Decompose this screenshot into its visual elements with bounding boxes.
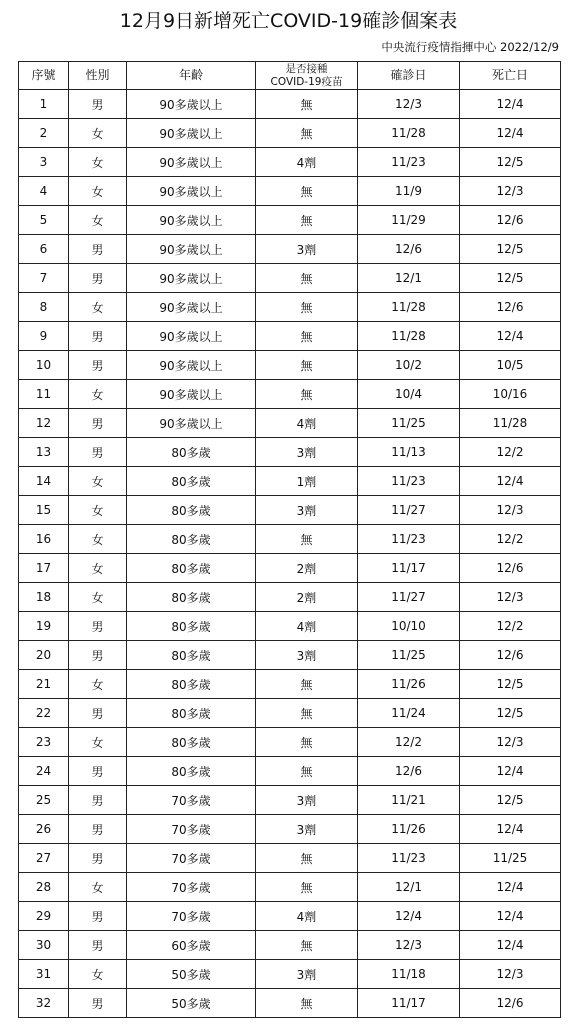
cell-death-date: 12/4 <box>460 931 561 960</box>
cell-age: 90多歲以上 <box>127 235 256 264</box>
cell-no: 16 <box>19 525 69 554</box>
cell-death-date: 12/3 <box>460 583 561 612</box>
cell-age: 90多歲以上 <box>127 380 256 409</box>
cell-vaccine: 3劑 <box>256 786 358 815</box>
cell-death-date: 12/6 <box>460 641 561 670</box>
cell-confirmed-date: 12/1 <box>358 873 460 902</box>
cell-sex: 男 <box>69 409 127 438</box>
table-row <box>19 206 561 235</box>
cell-death-date: 12/2 <box>460 438 561 467</box>
header-age: 年齡 <box>127 62 256 90</box>
table-header-row <box>19 62 561 90</box>
cell-no: 5 <box>19 206 69 235</box>
cell-age: 80多歲 <box>127 438 256 467</box>
cell-sex: 女 <box>69 525 127 554</box>
cell-confirmed-date: 11/28 <box>358 322 460 351</box>
cell-vaccine: 4劑 <box>256 148 358 177</box>
cell-confirmed-date: 11/9 <box>358 177 460 206</box>
cell-sex: 男 <box>69 931 127 960</box>
table-row <box>19 409 561 438</box>
cell-sex: 男 <box>69 264 127 293</box>
cell-age: 50多歲 <box>127 989 256 1018</box>
cell-age: 80多歲 <box>127 583 256 612</box>
cell-no: 30 <box>19 931 69 960</box>
cell-no: 19 <box>19 612 69 641</box>
cell-sex: 男 <box>69 815 127 844</box>
cell-confirmed-date: 11/23 <box>358 844 460 873</box>
table-row <box>19 380 561 409</box>
cell-no: 22 <box>19 699 69 728</box>
cell-confirmed-date: 11/26 <box>358 670 460 699</box>
cell-no: 23 <box>19 728 69 757</box>
cell-age: 90多歲以上 <box>127 148 256 177</box>
cell-sex: 男 <box>69 235 127 264</box>
source-note: 中央流行疫情指揮中心 2022/12/9 <box>381 40 559 54</box>
cell-death-date: 12/4 <box>460 90 561 119</box>
cell-death-date: 12/5 <box>460 699 561 728</box>
header-vaccine-line2: COVID-19疫苗 <box>270 75 343 88</box>
cell-no: 10 <box>19 351 69 380</box>
table-row <box>19 583 561 612</box>
cell-sex: 男 <box>69 699 127 728</box>
cell-sex: 女 <box>69 496 127 525</box>
table-row <box>19 438 561 467</box>
table-row <box>19 554 561 583</box>
cell-age: 80多歲 <box>127 525 256 554</box>
cell-vaccine: 無 <box>256 989 358 1018</box>
cell-age: 50多歲 <box>127 960 256 989</box>
cell-confirmed-date: 12/3 <box>358 931 460 960</box>
cell-death-date: 12/5 <box>460 148 561 177</box>
cell-sex: 男 <box>69 641 127 670</box>
header-sex: 性別 <box>69 62 127 90</box>
table-row <box>19 728 561 757</box>
cell-age: 70多歲 <box>127 873 256 902</box>
cell-age: 70多歲 <box>127 844 256 873</box>
cell-no: 1 <box>19 90 69 119</box>
cell-confirmed-date: 11/21 <box>358 786 460 815</box>
header-confirmed-date: 確診日 <box>358 62 460 90</box>
cell-death-date: 12/4 <box>460 815 561 844</box>
cell-age: 90多歲以上 <box>127 351 256 380</box>
cell-confirmed-date: 10/10 <box>358 612 460 641</box>
cell-sex: 男 <box>69 322 127 351</box>
cell-age: 90多歲以上 <box>127 322 256 351</box>
cell-death-date: 12/5 <box>460 264 561 293</box>
cell-vaccine: 無 <box>256 351 358 380</box>
cell-vaccine: 無 <box>256 206 358 235</box>
cell-no: 8 <box>19 293 69 322</box>
cell-confirmed-date: 10/2 <box>358 351 460 380</box>
cell-confirmed-date: 11/28 <box>358 119 460 148</box>
cell-sex: 男 <box>69 612 127 641</box>
cell-sex: 男 <box>69 757 127 786</box>
cell-vaccine: 無 <box>256 728 358 757</box>
cell-sex: 男 <box>69 438 127 467</box>
cell-sex: 男 <box>69 351 127 380</box>
cell-death-date: 12/5 <box>460 786 561 815</box>
cell-vaccine: 3劑 <box>256 496 358 525</box>
table-row <box>19 844 561 873</box>
cell-vaccine: 4劑 <box>256 902 358 931</box>
table-row <box>19 351 561 380</box>
cell-death-date: 12/5 <box>460 235 561 264</box>
table-row <box>19 90 561 119</box>
cell-age: 90多歲以上 <box>127 409 256 438</box>
table-row <box>19 786 561 815</box>
cell-vaccine: 無 <box>256 293 358 322</box>
cell-confirmed-date: 10/4 <box>358 380 460 409</box>
cell-vaccine: 3劑 <box>256 641 358 670</box>
cell-vaccine: 無 <box>256 177 358 206</box>
cell-confirmed-date: 12/6 <box>358 235 460 264</box>
cell-sex: 女 <box>69 148 127 177</box>
cell-sex: 女 <box>69 119 127 148</box>
cell-death-date: 12/6 <box>460 554 561 583</box>
header-death-date: 死亡日 <box>460 62 561 90</box>
table-row <box>19 699 561 728</box>
cell-confirmed-date: 11/17 <box>358 554 460 583</box>
cell-sex: 女 <box>69 670 127 699</box>
table-row <box>19 641 561 670</box>
cell-death-date: 12/2 <box>460 612 561 641</box>
cell-no: 28 <box>19 873 69 902</box>
cell-confirmed-date: 11/23 <box>358 467 460 496</box>
table-row <box>19 931 561 960</box>
table-row <box>19 612 561 641</box>
table-row <box>19 757 561 786</box>
cell-no: 20 <box>19 641 69 670</box>
header-vaccine <box>256 62 358 90</box>
table-row <box>19 902 561 931</box>
cell-no: 17 <box>19 554 69 583</box>
cell-confirmed-date: 12/4 <box>358 902 460 931</box>
page-title: 12月9日新增死亡COVID-19確診個案表 <box>119 10 458 32</box>
cell-age: 90多歲以上 <box>127 293 256 322</box>
cell-vaccine: 無 <box>256 670 358 699</box>
cell-vaccine: 無 <box>256 264 358 293</box>
cell-death-date: 12/5 <box>460 670 561 699</box>
cell-death-date: 12/4 <box>460 119 561 148</box>
table-row <box>19 873 561 902</box>
cell-age: 70多歲 <box>127 786 256 815</box>
cell-confirmed-date: 12/2 <box>358 728 460 757</box>
cell-vaccine: 無 <box>256 844 358 873</box>
cell-sex: 女 <box>69 554 127 583</box>
death-cases-table <box>18 61 561 1018</box>
cell-sex: 女 <box>69 293 127 322</box>
cell-confirmed-date: 11/23 <box>358 148 460 177</box>
cell-age: 80多歲 <box>127 699 256 728</box>
cell-no: 25 <box>19 786 69 815</box>
cell-confirmed-date: 11/25 <box>358 409 460 438</box>
cell-death-date: 10/5 <box>460 351 561 380</box>
cell-no: 3 <box>19 148 69 177</box>
cell-confirmed-date: 11/13 <box>358 438 460 467</box>
cell-vaccine: 無 <box>256 380 358 409</box>
cell-confirmed-date: 11/26 <box>358 815 460 844</box>
cell-age: 70多歲 <box>127 902 256 931</box>
cell-vaccine: 無 <box>256 119 358 148</box>
cell-vaccine: 1劑 <box>256 467 358 496</box>
cell-death-date: 12/2 <box>460 525 561 554</box>
cell-death-date: 12/4 <box>460 757 561 786</box>
cell-no: 4 <box>19 177 69 206</box>
cell-confirmed-date: 11/27 <box>358 583 460 612</box>
cell-death-date: 12/6 <box>460 989 561 1018</box>
cell-death-date: 12/4 <box>460 467 561 496</box>
header-vaccine-line1: 是否接種 <box>285 62 328 75</box>
cell-death-date: 12/3 <box>460 728 561 757</box>
table-row <box>19 960 561 989</box>
table-row <box>19 496 561 525</box>
table-row <box>19 525 561 554</box>
cell-sex: 女 <box>69 583 127 612</box>
cell-age: 80多歲 <box>127 467 256 496</box>
cell-vaccine: 4劑 <box>256 612 358 641</box>
cell-confirmed-date: 11/27 <box>358 496 460 525</box>
cell-death-date: 12/3 <box>460 960 561 989</box>
cell-no: 21 <box>19 670 69 699</box>
table-row <box>19 815 561 844</box>
cell-death-date: 11/25 <box>460 844 561 873</box>
cell-sex: 男 <box>69 844 127 873</box>
table-row <box>19 293 561 322</box>
cell-confirmed-date: 11/23 <box>358 525 460 554</box>
cell-confirmed-date: 11/29 <box>358 206 460 235</box>
cell-vaccine: 3劑 <box>256 235 358 264</box>
cell-no: 14 <box>19 467 69 496</box>
cell-no: 31 <box>19 960 69 989</box>
cell-sex: 男 <box>69 90 127 119</box>
cell-vaccine: 3劑 <box>256 815 358 844</box>
cell-death-date: 11/28 <box>460 409 561 438</box>
table-row <box>19 119 561 148</box>
table-row <box>19 989 561 1018</box>
cell-age: 80多歲 <box>127 496 256 525</box>
table-row <box>19 177 561 206</box>
table-row <box>19 264 561 293</box>
cell-age: 80多歲 <box>127 612 256 641</box>
cell-death-date: 12/3 <box>460 496 561 525</box>
cell-death-date: 12/4 <box>460 873 561 902</box>
cell-no: 9 <box>19 322 69 351</box>
cell-vaccine: 無 <box>256 931 358 960</box>
cell-sex: 女 <box>69 960 127 989</box>
cell-sex: 女 <box>69 873 127 902</box>
table-row <box>19 148 561 177</box>
cell-no: 12 <box>19 409 69 438</box>
table-row <box>19 670 561 699</box>
cell-age: 90多歲以上 <box>127 264 256 293</box>
cell-sex: 女 <box>69 467 127 496</box>
cell-age: 80多歲 <box>127 554 256 583</box>
cell-sex: 女 <box>69 380 127 409</box>
header-no: 序號 <box>19 62 69 90</box>
cell-vaccine: 無 <box>256 525 358 554</box>
cell-age: 60多歲 <box>127 931 256 960</box>
cell-no: 6 <box>19 235 69 264</box>
cell-confirmed-date: 11/18 <box>358 960 460 989</box>
cell-confirmed-date: 11/24 <box>358 699 460 728</box>
cell-confirmed-date: 11/17 <box>358 989 460 1018</box>
cell-confirmed-date: 12/6 <box>358 757 460 786</box>
cell-sex: 男 <box>69 989 127 1018</box>
cell-no: 24 <box>19 757 69 786</box>
cell-sex: 男 <box>69 902 127 931</box>
cell-age: 90多歲以上 <box>127 119 256 148</box>
cell-sex: 男 <box>69 786 127 815</box>
cell-vaccine: 3劑 <box>256 438 358 467</box>
cell-age: 80多歲 <box>127 641 256 670</box>
cell-vaccine: 3劑 <box>256 960 358 989</box>
cell-death-date: 12/4 <box>460 322 561 351</box>
cell-confirmed-date: 11/25 <box>358 641 460 670</box>
cell-age: 80多歲 <box>127 728 256 757</box>
cell-death-date: 12/4 <box>460 902 561 931</box>
cell-vaccine: 無 <box>256 90 358 119</box>
cell-vaccine: 無 <box>256 322 358 351</box>
cell-vaccine: 4劑 <box>256 409 358 438</box>
table-row <box>19 467 561 496</box>
cell-vaccine: 2劑 <box>256 554 358 583</box>
cell-no: 29 <box>19 902 69 931</box>
cell-death-date: 10/16 <box>460 380 561 409</box>
cell-no: 11 <box>19 380 69 409</box>
cell-vaccine: 無 <box>256 757 358 786</box>
cell-no: 27 <box>19 844 69 873</box>
cell-no: 18 <box>19 583 69 612</box>
cell-no: 32 <box>19 989 69 1018</box>
cell-age: 80多歲 <box>127 757 256 786</box>
cell-age: 70多歲 <box>127 815 256 844</box>
cell-sex: 女 <box>69 728 127 757</box>
cell-confirmed-date: 12/3 <box>358 90 460 119</box>
cell-confirmed-date: 11/28 <box>358 293 460 322</box>
cell-no: 15 <box>19 496 69 525</box>
cell-vaccine: 2劑 <box>256 583 358 612</box>
cell-death-date: 12/6 <box>460 206 561 235</box>
cell-vaccine: 無 <box>256 699 358 728</box>
cell-age: 90多歲以上 <box>127 90 256 119</box>
cell-vaccine: 無 <box>256 873 358 902</box>
cell-no: 7 <box>19 264 69 293</box>
cell-death-date: 12/3 <box>460 177 561 206</box>
cell-sex: 女 <box>69 177 127 206</box>
cell-age: 90多歲以上 <box>127 177 256 206</box>
cell-age: 80多歲 <box>127 670 256 699</box>
cell-no: 2 <box>19 119 69 148</box>
cell-age: 90多歲以上 <box>127 206 256 235</box>
cell-no: 13 <box>19 438 69 467</box>
cell-confirmed-date: 12/1 <box>358 264 460 293</box>
table-row <box>19 235 561 264</box>
cell-no: 26 <box>19 815 69 844</box>
table-row <box>19 322 561 351</box>
cell-sex: 女 <box>69 206 127 235</box>
cell-death-date: 12/6 <box>460 293 561 322</box>
